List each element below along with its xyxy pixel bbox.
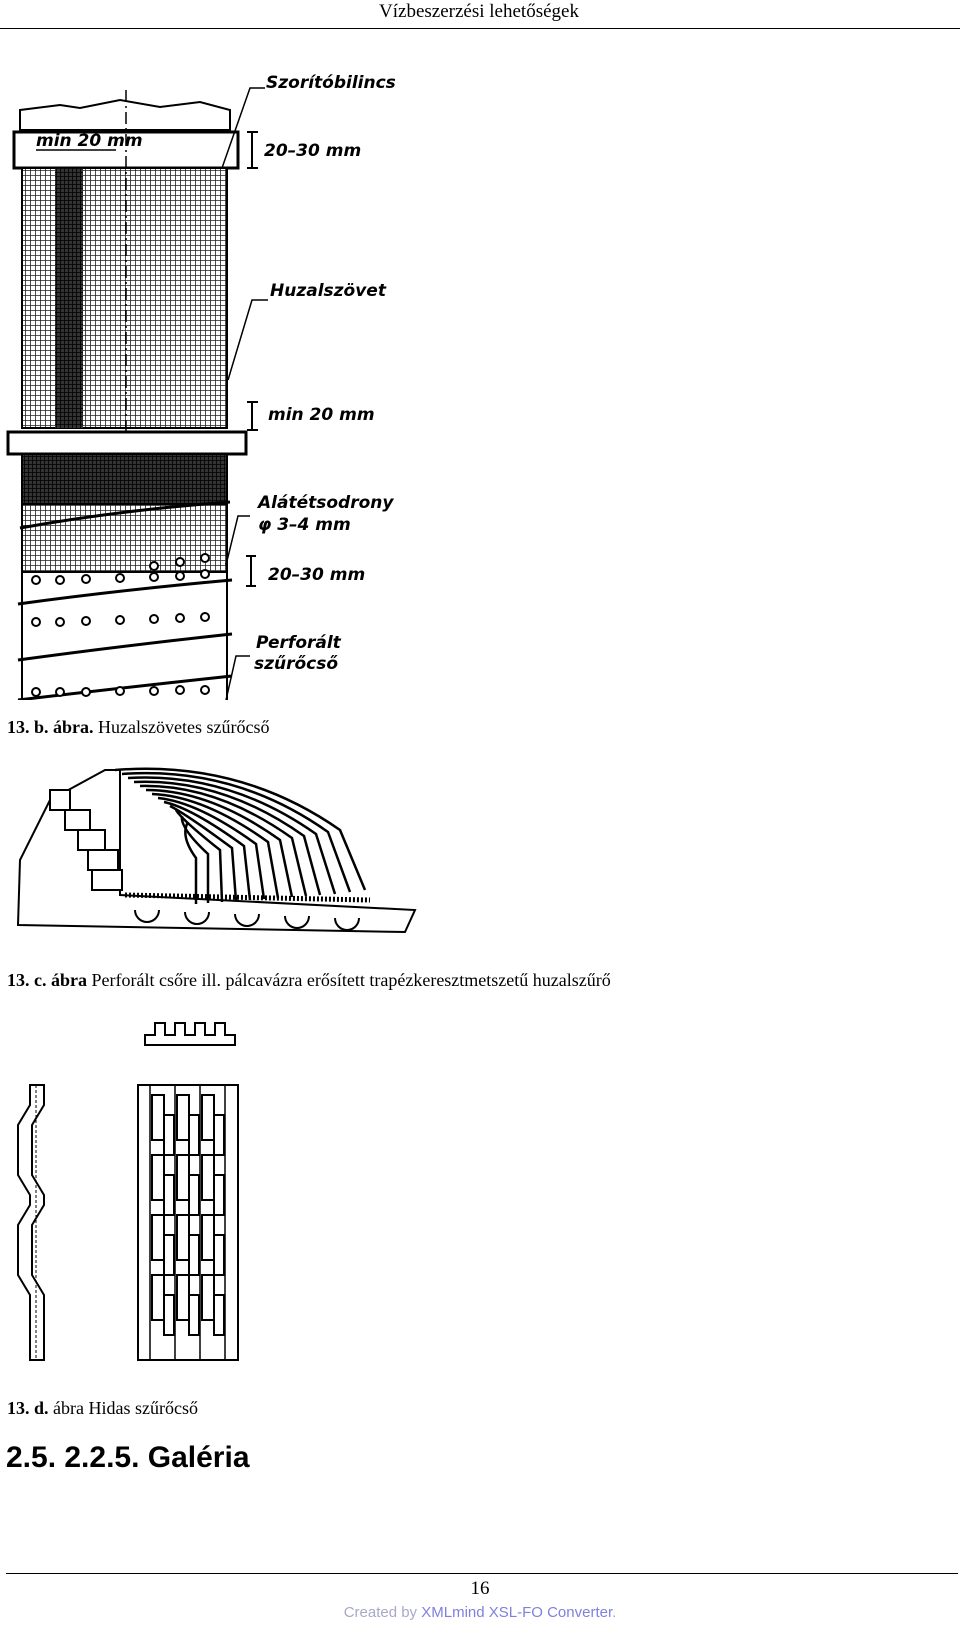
caption-13d-text: ábra Hidas szűrőcső [48, 1398, 198, 1418]
caption-13c-number: 13. c. ábra [7, 970, 87, 990]
credit-brand-link[interactable]: XMLmind XSL-FO Converter [421, 1604, 613, 1621]
label-gap: min 20 mm [268, 405, 375, 425]
footer-divider [6, 1573, 958, 1574]
label-spacing: 20–30 mm [268, 565, 366, 585]
caption-13c-text: Perforált csőre ill. pálcavázra erősített trapézkeresztmetszetű huzalszűrő [87, 970, 611, 990]
caption-13d-number: 13. d. [7, 1398, 49, 1418]
figure-13d-drawing [10, 1015, 250, 1370]
caption-13b [7, 717, 269, 738]
page-header [0, 0, 960, 29]
caption-13d [7, 1398, 198, 1419]
label-spacer-dia: φ 3–4 mm [258, 515, 351, 535]
converter-credit [0, 1604, 960, 1621]
figure-13b [0, 60, 420, 700]
page-number: 16 [470, 1578, 490, 1599]
label-min-overlap: min 20 mm [36, 131, 143, 151]
label-filter-pipe: szűrőcső [254, 654, 339, 674]
figure-13b-drawing [0, 60, 420, 700]
label-spacer-wire: Alátétsodrony [258, 493, 394, 513]
caption-13b-number: 13. b. ábra. [7, 717, 94, 737]
caption-13c [7, 970, 611, 991]
figure-13c-drawing [10, 760, 420, 940]
caption-13b-text: Huzalszövetes szűrőcső [93, 717, 270, 737]
label-clamp-width: 20–30 mm [264, 141, 362, 161]
label-perforated: Perforált [256, 633, 341, 653]
section-title: 2.5. 2.2.5. Galéria [6, 1441, 250, 1474]
credit-prefix: Created by [343, 1604, 422, 1621]
figure-13c [10, 760, 420, 940]
label-wire-mesh: Huzalszövet [270, 281, 386, 301]
header-title: Vízbeszerzési lehetőségek [379, 1, 579, 22]
credit-suffix: . [612, 1604, 617, 1621]
label-clamp: Szorítóbilincs [266, 73, 396, 93]
figure-13d [10, 1015, 250, 1370]
